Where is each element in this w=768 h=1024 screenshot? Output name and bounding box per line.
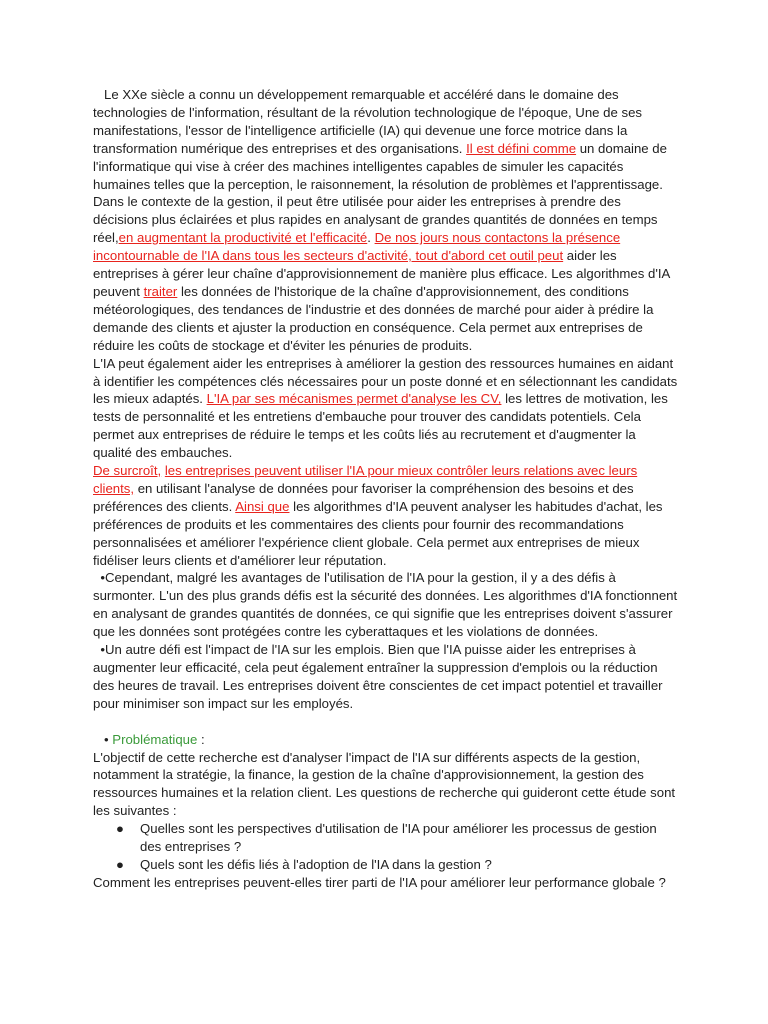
jobs-paragraph: •Un autre défi est l'impact de l'IA sur les emplois. Bien que l'IA puisse aider les entreprises à augmenter leur efficacité, cela peut également entraîner la suppression d'emplois ou la réduction des heures de travail. Les entreprises doivent être conscientes de cet impact potentiel et travailler pour minimiser son impact sur les employés. [93,642,663,711]
problem-colon: : [197,731,205,747]
client-paragraph [93,462,678,569]
bullet-icon: ● [116,821,124,837]
highlight-presence: De nos jours nous contactons la présence incontournable de l'IA dans tous les secteurs d'activité, tout d'abord cet outil peut [93,230,621,264]
client-text-3: les algorithmes d'IA peuvent analyser les habitudes d'achat, les préférences de produits et les commentaires des clients pour fournir des recommandations personnalisées et améliorer l'expérience client globale. Cela permet aux entreprises de mieux fidéliser leurs clients et d'améliorer leur réputation. [93,498,663,568]
challenges-paragraph: •Cependant, malgré les avantages de l'utilisation de l'IA pour la gestion, il y a des défis à surmonter. L'un des plus grands défis est la sécurité des données. Les algorithmes d'IA fonctionnent en analysant de grandes quantités de données, ce qui signifie que les entreprises doivent s'assurer que les données sont protégées contre les cyberattaques et les violations de données. [93,570,678,640]
hr-paragraph [93,355,678,462]
problem-bullet: • [93,731,113,747]
research-questions-list [93,820,678,874]
list-item [116,820,678,856]
problem-label: Problématique [112,731,198,747]
intro-text-5: les données de l'historique de la chaîne d'approvisionnement, des conditions météorologiques, des tendances de l'industrie et des données de marché pour aider à prédire la demande des clients et ajuster la production en conséquence. Cela permet aux entreprises de réduire les coûts de stockage et d'éviter les pénuries de produits. [93,283,654,353]
highlight-surcroit: De surcroît, [93,463,162,479]
question-text: Quels sont les défis liés à l'adoption de l'IA dans la gestion ? [140,856,492,872]
highlight-traiter: traiter [143,283,178,299]
hr-text-1: L'IA peut également aider les entreprises à améliorer la gestion des ressources humaines en aidant à identifier les compétences clés nécessaires pour un poste donné et en sélectionnant les candidats les mieux adaptés. [93,355,678,407]
list-item [116,856,678,874]
bullet-icon: ● [116,856,124,872]
blank-line [93,713,678,731]
intro-text-4: aider les entreprises à gérer leur chaîne d'approvisionnement de manière plus efficace. Les algorithmes d'IA peuvent [93,248,670,299]
question-text: Quelles sont les perspectives d'utilisation de l'IA pour améliorer les processus de gestion des entreprises ? [140,821,657,855]
highlight-cv: L'IA par ses mécanismes permet d'analyse les CV, [206,391,502,407]
intro-paragraph [93,86,678,355]
indent [93,87,104,102]
problem-heading [93,731,678,749]
intro-text-1: Le XXe siècle a connu un développement remarquable et accéléré dans le domaine des technologies de l'information, résultant de la révolution technologique de l'époque, Une de ses manifestations, l'essor de l'intelligence artificielle (IA) qui devenue une force motrice dans la transformation numérique des entreprises et des organisations. [93,87,643,156]
problem-paragraph: L'objectif de cette recherche est d'analyser l'impact de l'IA sur différents aspects de la gestion, notamment la stratégie, la finance, la gestion de la chaîne d'approvisionnement, la gestion des ressources humaines et la relation client. Les questions de recherche qui guideront cette étude sont les suivantes : [93,749,676,819]
highlight-relations: les entreprises peuvent utiliser l'IA pour mieux contrôler leurs relations avec leurs clients, [93,463,638,496]
intro-text-2: un domaine de l'informatique qui vise à créer des machines intelligentes capables de simuler les capacités humaines telles que la perception, le raisonnement, la résolution de problèmes et l'apprentissage. Dans le contexte de la gestion, il peut être utilisée pour aider les entreprises à prendre des décisions plus éclairées et plus rapides en analysant de grandes quantités de données en temps réel, [93,140,667,246]
highlight-ainsi: Ainsi que [235,498,290,514]
hr-text-2: les lettres de motivation, les tests de personnalité et les entretiens d'embauche pour trouver des candidats potentiels. Cela permet aux entreprises de réduire le temps et les coûts liés au recrutement et d'augmenter la qualité des embauches. [93,391,668,461]
intro-text-3: . [367,230,375,246]
client-text-2: en utilisant l'analyse de données pour favoriser la compréhension des besoins et des préférences des clients. [93,480,634,514]
closing-question: Comment les entreprises peuvent-elles tirer parti de l'IA pour améliorer leur performance globale ? [93,874,666,890]
highlight-definition: Il est défini comme [466,140,577,156]
highlight-productivity: en augmentant la productivité et l'efficacité [118,230,368,246]
